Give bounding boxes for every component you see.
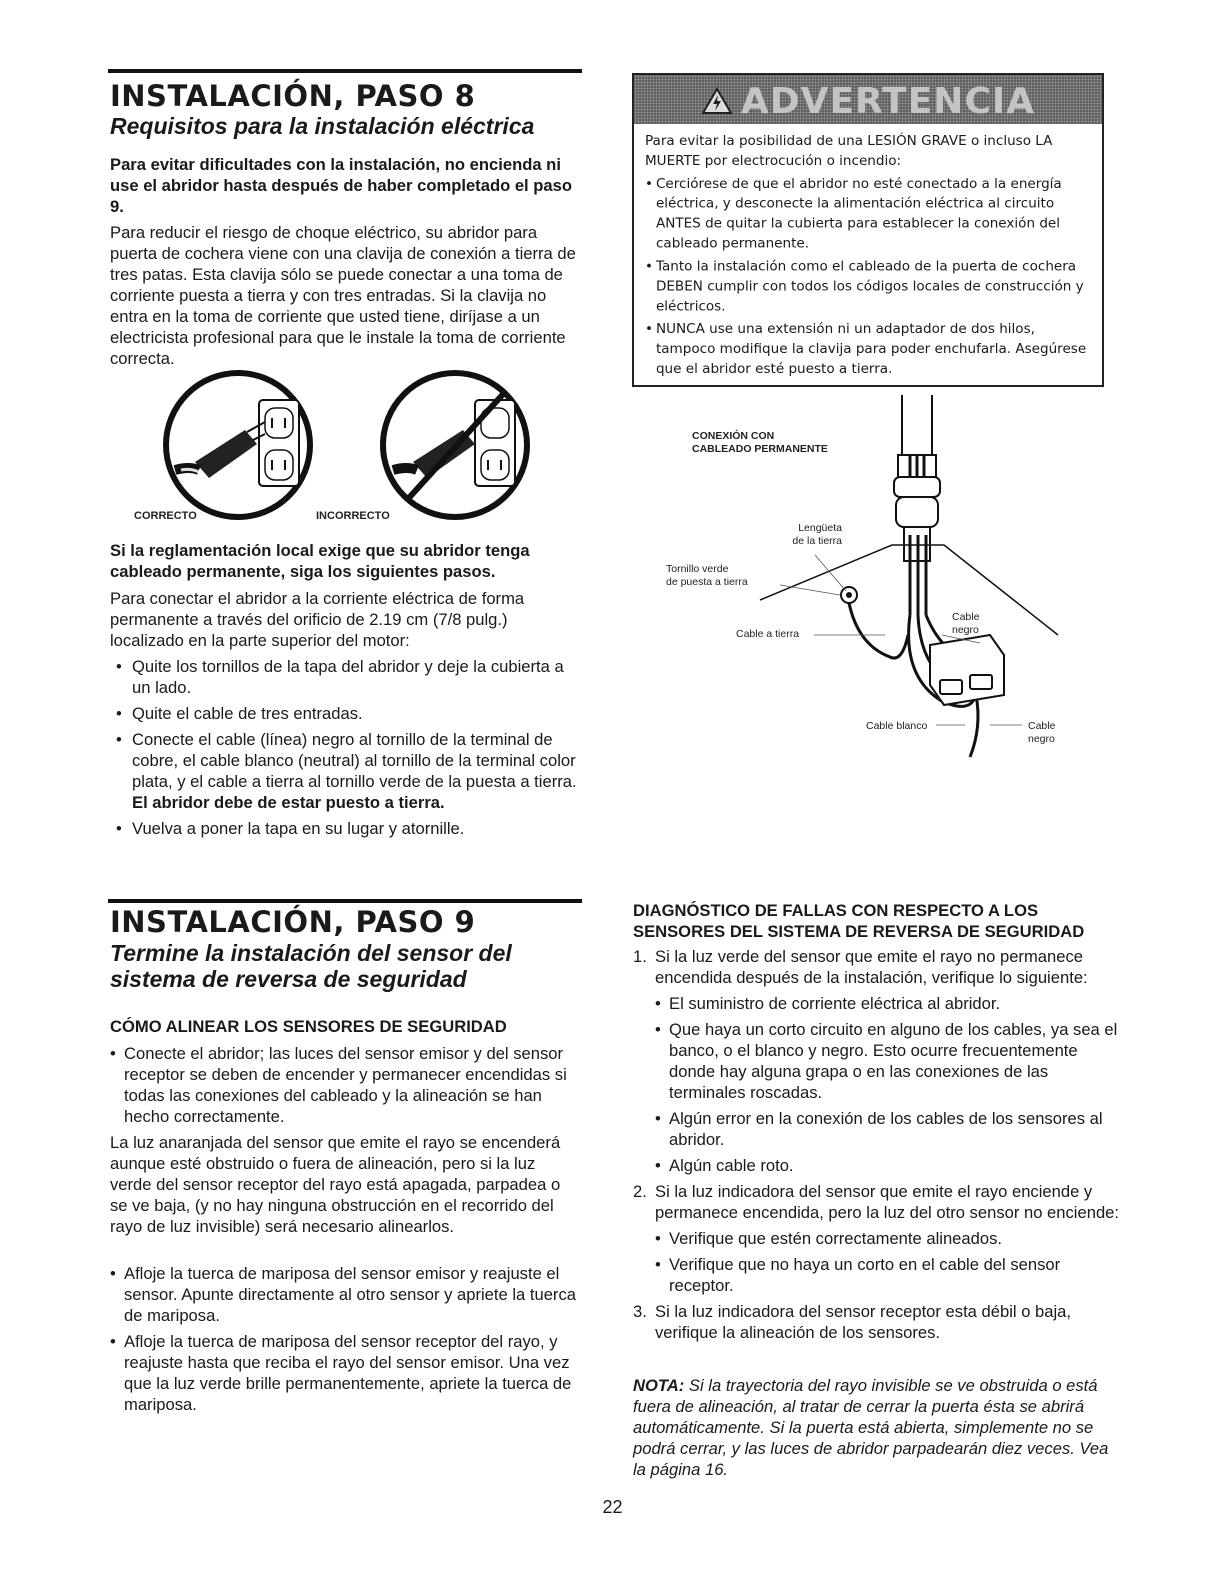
item1-sublist <box>655 993 1123 1176</box>
step8-bold-permanent: Si la reglamentación local exige que su abridor tenga cableado permanente, siga los siguientes pasos. <box>110 541 530 581</box>
step9-subheading <box>110 940 600 992</box>
label-cable-negro-1 <box>952 611 979 637</box>
list-item: • Afloje la tuerca de mariposa del sensor receptor del rayo, y reajuste hasta que reciba el rayo del sensor emisor. Una vez que la luz verde brille permanentemente, apriete la tuerca de mariposa. <box>110 1331 580 1415</box>
nota-text: Si la trayectoria del rayo invisible se ve obstruida o está fuera de alineación, al tratar de cerrar la puerta ésta se abrirá automáticamente. Si la puerta está abierta, simplemente no se podrá cerrar, y las luces de abridor parpadearán diez veces. Vea la página 16. <box>633 1376 1109 1479</box>
step8-bold-intro: Para evitar dificultades con la instalación, no encienda ni use el abridor hasta después de haber completado el paso 9. <box>110 155 572 216</box>
diagnostics-item-2 <box>633 1181 1123 1296</box>
item-number: 3. <box>633 1302 647 1321</box>
list-item: • Afloje la tuerca de mariposa del sensor emisor y reajuste el sensor. Apunte directamente al otro sensor y apriete la tuerca de mariposa. <box>110 1263 580 1326</box>
warning-intro: Para evitar la posibilidad de una LESIÓN GRAVE o incluso LA MUERTE por electrocución o incendio: <box>645 132 1053 169</box>
list-item: • Verifique que no haya un corto en el cable del sensor receptor. <box>655 1254 1123 1296</box>
label-cable-negro-2 <box>1028 720 1055 746</box>
label-cable-negro-2a: Cable <box>1028 720 1056 732</box>
list-item: • El suministro de corriente eléctrica al abridor. <box>655 993 1123 1014</box>
label-lengueta-2: de la tierra <box>792 535 842 547</box>
item2-sublist <box>655 1228 1123 1296</box>
align-heading: CÓMO ALINEAR LOS SENSORES DE SEGURIDAD <box>110 1017 507 1036</box>
warning-item: • Cerciórese de que el abridor no esté conectado a la energía eléctrica, y desconecte la alimentación eléctrica al circuito ANTES de quitar la cubierta para establecer la conexión del cableado permanente. <box>645 174 1092 254</box>
warning-body <box>645 131 1092 379</box>
warning-title <box>634 81 1102 122</box>
warning-item: • Tanto la instalación como el cableado de la puerta de cochera DEBEN cumplir con todos los códigos locales de construcción y eléctricos. <box>645 256 1092 316</box>
label-cable-negro-1a: Cable <box>952 611 980 623</box>
label-lengueta-1: Lengüeta <box>798 522 842 534</box>
label-cable-blanco: Cable blanco <box>866 720 928 732</box>
diagram-title-line1: CONEXIÓN CON <box>692 430 775 442</box>
bullet3-text: Conecte el cable (línea) negro al tornillo de la terminal de cobre, el cable blanco (neutral) al tornillo de la terminal color plata, y el cable a tierra al tornillo verde de la puesta a tierra. <box>132 730 577 791</box>
label-cable-negro-1b: negro <box>952 624 979 636</box>
list-item <box>110 729 580 813</box>
step9-rule <box>108 899 582 903</box>
step9-subheading-1: Termine la instalación del sensor del <box>110 940 512 966</box>
align-bullet-list-1 <box>110 1043 580 1132</box>
label-tornillo-2: de puesta a tierra <box>666 576 748 588</box>
warning-item: • NUNCA use una extensión ni un adaptador de dos hilos, tampoco modifique la clavija para poder enchufarla. Asegúrese que el abridor esté puesto a tierra. <box>645 319 1092 379</box>
label-incorrect: INCORRECTO <box>316 510 390 522</box>
warning-title-text: ADVERTENCIA <box>740 81 1036 122</box>
diagnostics-list <box>633 946 1123 1348</box>
diagnostics-item-3 <box>633 1301 1123 1343</box>
label-cable-tierra: Cable a tierra <box>736 628 800 640</box>
item-number: 1. <box>633 947 647 966</box>
terminal-block <box>930 635 1004 705</box>
item-number: 2. <box>633 1182 647 1201</box>
label-lengueta <box>772 522 842 548</box>
label-tornillo-1: Tornillo verde <box>666 563 729 575</box>
incorrect-plug-icon <box>383 373 527 517</box>
step9-heading: INSTALACIÓN, PASO 9 <box>110 905 476 939</box>
step8-para2: Para conectar el abridor a la corriente eléctrica de forma permanente a través del orificio de 2.19 cm (7/8 pulg.) localizado en la parte superior del motor: <box>110 589 525 650</box>
item-text: Si la luz verde del sensor que emite el rayo no permanece encendida después de la instalación, verifique lo siguiente: <box>655 947 1088 987</box>
item-text: Si la luz indicadora del sensor que emite el rayo enciende y permanece encendida, pero la luz del otro sensor no enciende: <box>655 1182 1120 1222</box>
align-bullet-list-2 <box>110 1263 580 1420</box>
list-item: • Quite el cable de tres entradas. <box>110 703 580 724</box>
step8-subheading: Requisitos para la instalación eléctrica <box>110 113 535 139</box>
diagram-title <box>692 430 828 456</box>
align-para: La luz anaranjada del sensor que emite el rayo se encenderá aunque esté obstruido o fuera de alineación, pero si la luz verde del sensor receptor del rayo está apagada, parpadea o se ve baja, (y no hay ninguna obstrucción en el recorrido del rayo de luz invisible) será necesario alinearlos. <box>110 1133 561 1236</box>
list-item: • Vuelva a poner la tapa en su lugar y atornille. <box>110 818 580 839</box>
label-cable-negro-2b: negro <box>1028 733 1055 745</box>
list-item: • Algún error en la conexión de los cables de los sensores al abridor. <box>655 1108 1123 1150</box>
diagnostics-heading: DIAGNÓSTICO DE FALLAS CON RESPECTO A LOS SENSORES DEL SISTEMA DE REVERSA DE SEGURIDAD <box>633 901 1085 941</box>
label-tornillo <box>666 563 748 589</box>
diagram-title-line2: CABLEADO PERMANENTE <box>692 443 828 455</box>
warning-box <box>632 73 1104 387</box>
step8-bullet-list <box>110 656 580 844</box>
bullet3-bold: El abridor debe de estar puesto a tierra. <box>132 793 445 812</box>
correct-plug-icon <box>166 373 310 517</box>
nota-paragraph <box>633 1375 1113 1480</box>
diagnostics-item-1 <box>633 946 1123 1176</box>
list-item: • Algún cable roto. <box>655 1155 1123 1176</box>
step8-para1: Para reducir el riesgo de choque eléctrico, su abridor para puerta de cochera viene con una clavija de conexión a tierra de tres patas. Esta clavija sólo se puede conectar a una toma de corriente puesta a tierra y con tres entradas. Si la clavija no entra en la toma de corriente que usted tiene, diríjase a un electricista profesional para que le instale la toma de corriente correcta. <box>110 223 576 368</box>
warning-header <box>634 75 1102 124</box>
plug-illustration <box>125 370 565 530</box>
nota-label: NOTA: <box>633 1376 685 1395</box>
step8-heading: INSTALACIÓN, PASO 8 <box>110 79 476 113</box>
label-correct: CORRECTO <box>134 510 197 522</box>
page-number: 22 <box>602 1497 623 1517</box>
step8-rule <box>108 69 582 73</box>
list-item: • Conecte el abridor; las luces del sensor emisor y del sensor receptor se deben de encender y permanecer encendidas si todas las conexiones del cableado y la alineación se han hecho correctamente. <box>110 1043 580 1127</box>
list-item: • Quite los tornillos de la tapa del abridor y deje la cubierta a un lado. <box>110 656 580 698</box>
step9-subheading-2: sistema de reversa de seguridad <box>110 966 467 992</box>
item-text: Si la luz indicadora del sensor receptor esta débil o baja, verifique la alineación de los sensores. <box>655 1302 1072 1342</box>
list-item: • Verifique que estén correctamente alineados. <box>655 1228 1123 1249</box>
warning-triangle-icon <box>701 87 733 115</box>
list-item: • Que haya un corto circuito en alguno de los cables, ya sea el banco, o el blanco y negro. Esto ocurre frecuentemente donde hay alguna grapa o en las conexiones de las terminales roscadas. <box>655 1019 1123 1103</box>
